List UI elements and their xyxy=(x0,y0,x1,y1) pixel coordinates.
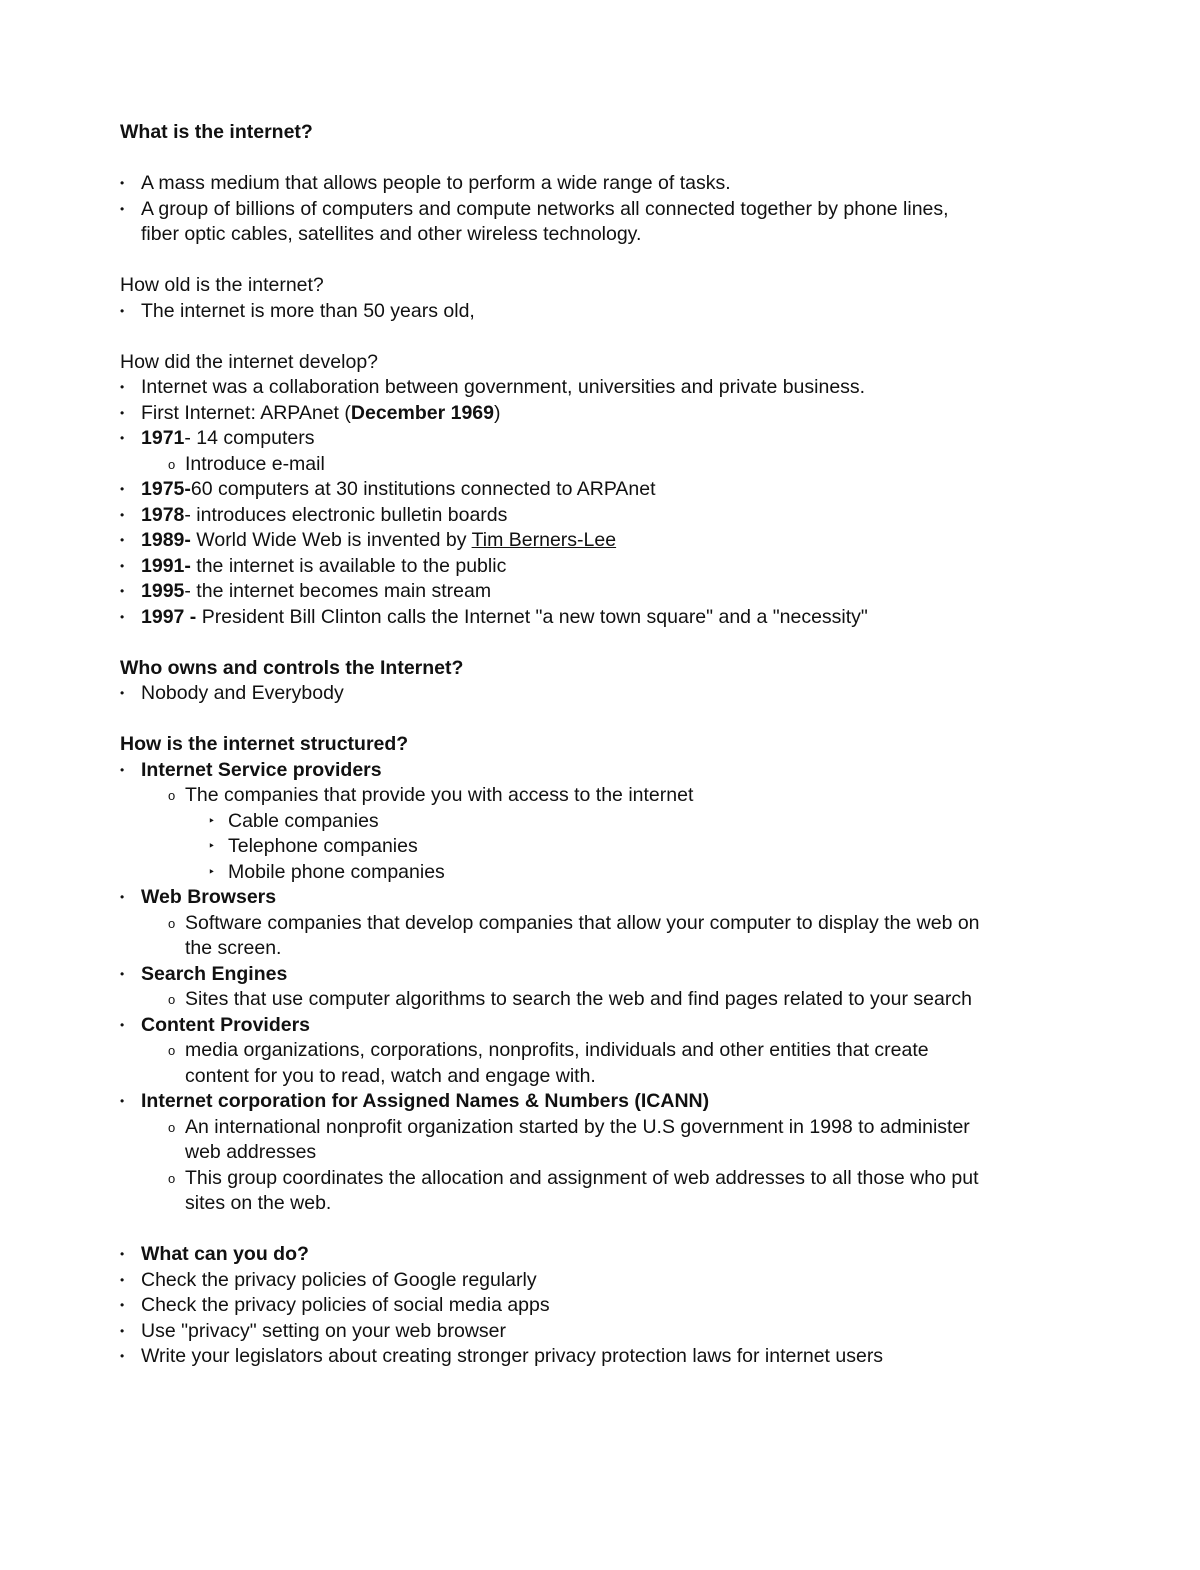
heading-how-old: How old is the internet? xyxy=(120,274,324,296)
list-item: • Internet was a collaboration between government, universities and private business. xyxy=(120,376,866,398)
list-item: • A group of billions of computers and compute networks all connected together by phone lines, xyxy=(120,197,949,220)
list-item: • Internet Service providers xyxy=(120,758,382,781)
list-item: • Content Providers xyxy=(120,1013,311,1036)
sub-list-item: o This group coordinates the allocation and assignment of web addresses to all those who put xyxy=(168,1166,979,1189)
list-item: • 1971- 14 computers xyxy=(120,427,315,449)
list-item: • 1991- the internet is available to the public xyxy=(120,554,507,577)
list-item: • Check the privacy policies of Google regularly xyxy=(120,1268,537,1291)
list-item: • First Internet: ARPAnet (December 1969) xyxy=(120,401,501,424)
heading-what-is-internet: What is the internet? xyxy=(120,121,313,143)
list-item: • Search Engines xyxy=(120,962,288,985)
list-item: • Use "privacy" setting on your web browser xyxy=(120,1319,506,1342)
sub-list-item: o The companies that provide you with access to the internet xyxy=(168,784,694,806)
list-item: • The internet is more than 50 years old, xyxy=(120,299,475,322)
list-item: • 1975-60 computers at 30 institutions connected to ARPAnet xyxy=(120,478,656,500)
sub-sub-list-item: ‣ Mobile phone companies xyxy=(208,860,445,883)
sub-sub-list-item: ‣ Cable companies xyxy=(208,809,379,832)
heading-who-owns: Who owns and controls the Internet? xyxy=(120,656,464,679)
sub-list-item-continuation: the screen. xyxy=(185,937,282,959)
sub-list-item: o media organizations, corporations, nonprofits, individuals and other entities that create xyxy=(168,1039,929,1061)
sub-list-item-continuation: content for you to read, watch and engage with. xyxy=(185,1064,596,1087)
tim-berners-lee-link[interactable]: Tim Berners-Lee xyxy=(471,529,617,551)
list-item: • 1997 - President Bill Clinton calls the Internet "a new town square" and a "necessity" xyxy=(120,605,868,628)
list-item: • Check the privacy policies of social media apps xyxy=(120,1294,550,1316)
document-body xyxy=(120,120,1080,1370)
sub-list-item: o Software companies that develop companies that allow your computer to display the web on xyxy=(168,911,980,934)
list-item: • Write your legislators about creating stronger privacy protection laws for internet users xyxy=(120,1345,884,1367)
list-item: • Web Browsers xyxy=(120,886,277,908)
list-item: • Nobody and Everybody xyxy=(120,682,344,704)
sub-list-item-continuation: web addresses xyxy=(185,1141,317,1163)
list-item: • 1989- World Wide Web is invented by Tim Berners-Lee xyxy=(120,529,617,551)
list-item: • 1995- the internet becomes main stream xyxy=(120,580,492,602)
sub-sub-list-item: ‣ Telephone companies xyxy=(208,835,418,857)
list-item: • A mass medium that allows people to perform a wide range of tasks. xyxy=(120,172,731,194)
sub-list-item: o An international nonprofit organization started by the U.S government in 1998 to administer xyxy=(168,1115,970,1138)
heading-how-develop: How did the internet develop? xyxy=(120,350,379,373)
sub-list-item: o Introduce e-mail xyxy=(168,452,325,475)
sub-list-item-continuation: sites on the web. xyxy=(185,1192,332,1214)
list-item-what-can-you-do: • What can you do? xyxy=(120,1243,309,1265)
list-item: • 1978- introduces electronic bulletin boards xyxy=(120,503,508,526)
list-item: • Internet corporation for Assigned Names & Numbers (ICANN) xyxy=(120,1090,710,1112)
sub-list-item: o Sites that use computer algorithms to search the web and find pages related to your search xyxy=(168,988,972,1010)
list-item-continuation: fiber optic cables, satellites and other wireless technology. xyxy=(141,223,642,245)
heading-structure: How is the internet structured? xyxy=(120,733,409,755)
